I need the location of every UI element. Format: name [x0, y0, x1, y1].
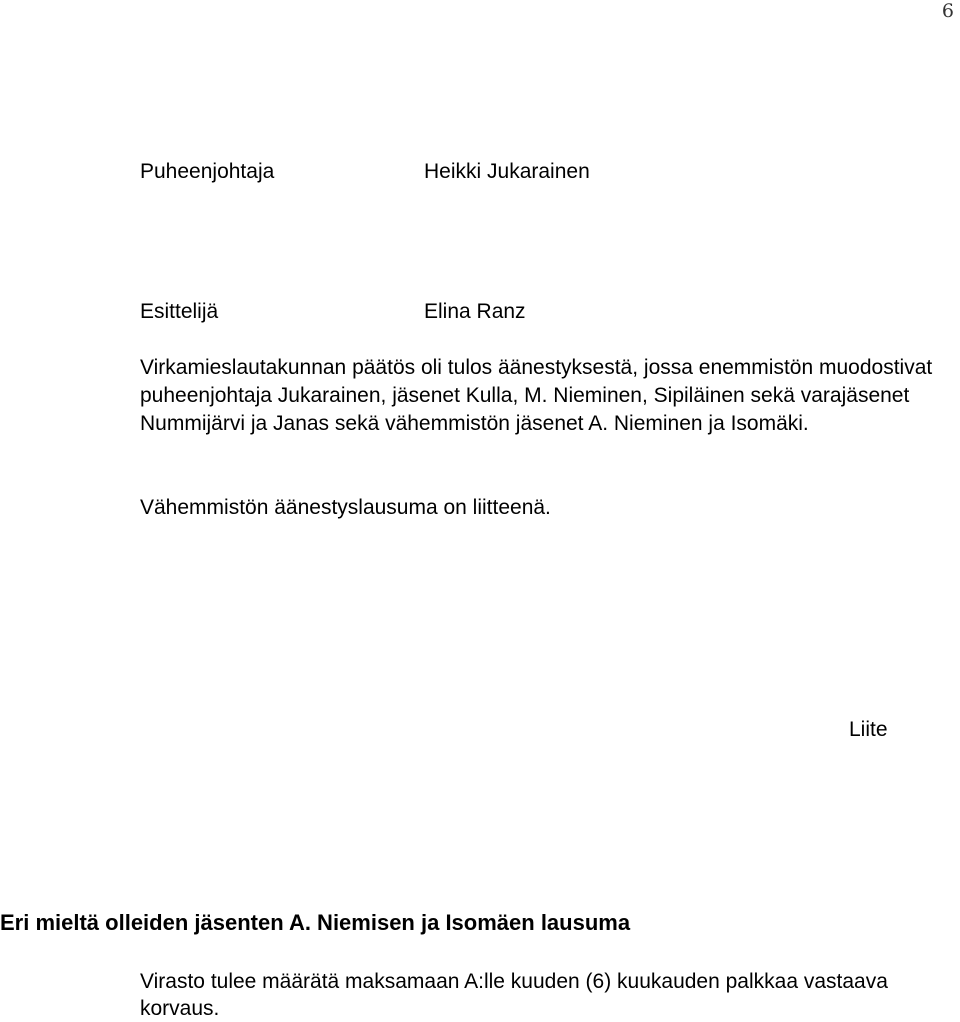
attachment-body: Virasto tulee määrätä maksamaan A:lle kuuden (6) kuukauden palkkaa vastaava korvaus. [140, 970, 888, 1020]
decision-paragraph: Virkamieslautakunnan päätös oli tulos äänestyksestä, jossa enemmistön muodostivat puheenjohtaja Jukarainen, jäsenet Kulla, M. Nieminen, Sipiläinen sekä varajäsenet Nummijärvi ja Janas sekä vähemmistön jäsenet A. Nieminen ja Isomäki. [140, 356, 933, 435]
attachment-label: Liite [849, 718, 888, 741]
signature-role-chair: Puheenjohtaja [140, 160, 275, 183]
attachment-heading: Eri mieltä olleiden jäsenten A. Niemisen ja Isomäen lausuma [0, 910, 631, 935]
page-number: 6 [941, 0, 954, 22]
signature-name-presenter: Elina Ranz [424, 300, 526, 323]
signature-role-presenter: Esittelijä [140, 300, 219, 323]
signature-name-chair: Heikki Jukarainen [424, 160, 590, 183]
minority-note: Vähemmistön äänestyslausuma on liitteenä. [140, 496, 551, 519]
